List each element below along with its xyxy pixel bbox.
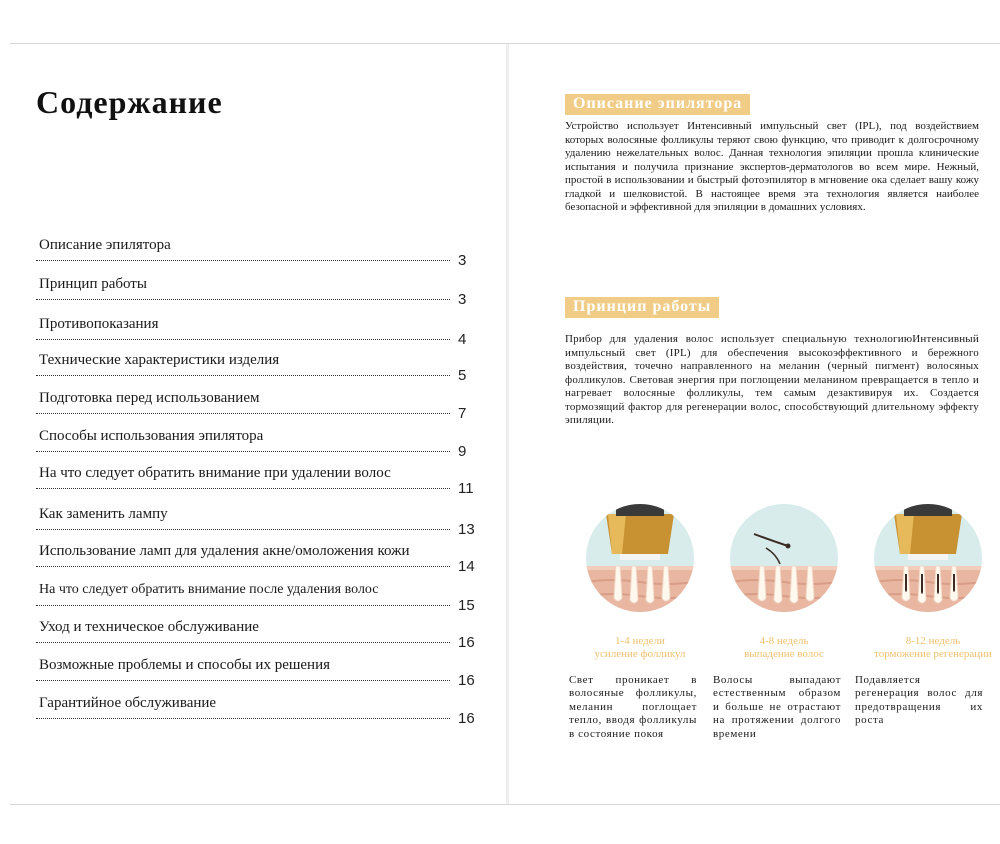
toc-item-label: Технические характеристики изделия	[39, 352, 280, 368]
toc-item[interactable]	[36, 657, 486, 697]
toc-item-label: Подготовка перед использованием	[39, 390, 260, 406]
toc-dot-leader	[36, 451, 450, 452]
toc-item-page: 11	[458, 480, 474, 497]
description-text: Устройство использует Интенсивный импульсный свет (IPL), под воздействием которых волосяные фолликулы теряют свою функцию, что приводит к долгосрочному удалению нежелательных волос. Данная технология эпиляции прошла клинические испытания и получила признание экспертов-дерматологов во всем мире. Нежный, простой в использовании и быстрый фотоэпилятор в мгновение ока сделает вашу кожу гладкой и шелковистой. В настоящее время эта технология является наиболее безопасной и эффективной для эпиляции в домашних условиях.	[565, 120, 979, 213]
hair-falling-skin-icon	[730, 504, 838, 612]
toc-dot-leader	[36, 680, 450, 681]
toc-item-page: 15	[458, 597, 475, 614]
description-heading: Описание эпилятора	[565, 94, 750, 115]
toc-item[interactable]	[36, 390, 486, 430]
toc-dot-leader	[36, 529, 450, 530]
stage-3-period: 8-12 недель	[905, 635, 961, 647]
toc-item[interactable]	[36, 316, 486, 356]
toc-item-label: Описание эпилятора	[39, 237, 171, 253]
toc-dot-leader	[36, 413, 450, 414]
toc-item-page: 13	[458, 521, 475, 538]
toc-item-page: 7	[458, 405, 467, 422]
toc-dot-leader	[36, 299, 450, 300]
toc-item-label: На что следует обратить внимание при удалении волос	[39, 465, 391, 481]
stage-3-title	[853, 635, 1000, 661]
toc-dot-leader	[36, 375, 450, 376]
toc-item-page: 3	[458, 252, 467, 269]
toc-item[interactable]	[36, 465, 486, 505]
toc-item[interactable]	[36, 237, 486, 277]
toc-item-page: 5	[458, 367, 467, 384]
stage-2-period: 4-8 недель	[759, 635, 809, 647]
stage-1-name: усиление фолликул	[594, 648, 686, 660]
toc-item-label: Уход и техническое обслуживание	[39, 619, 259, 635]
toc-item-label: Противопоказания	[39, 316, 159, 332]
toc-item-label: На что следует обратить внимание после удаления волос	[39, 582, 379, 597]
toc-item-label: Использование ламп для удаления акне/омоложения кожи	[39, 543, 410, 559]
toc-title: Содержание	[36, 84, 223, 120]
toc-item-label: Способы использования эпилятора	[39, 428, 264, 444]
toc-dot-leader	[36, 488, 450, 489]
principle-text: Прибор для удаления волос использует специальную технологиюИнтенсивный импульсный свет (IPL) для обеспечения высокоэффективного и бережного воздействия, точечно направленного на меланин (черный пигмент) волосяных фолликулов. Световая энергия при поглощении меланином превращается в тепло и нагревает волосяные фолликулы, тем самым дезактивируя их. Создается тормозящий фактор для регенерации волос, способствующий длительному эффекту эпиляции.	[565, 333, 979, 426]
toc-dot-leader	[36, 339, 450, 340]
stage-1-text: Свет проникает в волосяные фолликулы, меланин поглощает тепло, вводя фолликулы в состояние покоя	[569, 674, 697, 740]
toc-item-label: Гарантийное обслуживание	[39, 695, 217, 711]
toc-item[interactable]	[36, 619, 486, 659]
toc-dot-leader	[36, 566, 450, 567]
ipl-head-follicle-icon	[874, 504, 982, 612]
toc-item-label: Как заменить лампу	[39, 506, 168, 522]
ipl-head-skin-icon	[586, 504, 694, 612]
stage-3-text: Подавляется регенерация волос для предотвращения их роста	[855, 674, 983, 727]
toc-item-page: 3	[458, 291, 467, 308]
toc-item-page: 14	[458, 558, 475, 575]
stage-3-name: торможение регенерации	[874, 648, 992, 660]
toc-item-page: 4	[458, 331, 467, 348]
toc-item-page: 16	[458, 672, 475, 689]
toc-item-page: 9	[458, 443, 467, 460]
toc-item-page: 16	[458, 710, 475, 727]
stage-2-text: Волосы выпадают естественным образом и больше не отрастают на протяжении долгого времени	[713, 674, 841, 740]
content-page	[509, 0, 1000, 844]
toc-item[interactable]	[36, 428, 486, 468]
toc-dot-leader	[36, 605, 450, 606]
toc-item[interactable]	[36, 276, 486, 316]
principle-heading: Принцип работы	[565, 297, 719, 318]
stage-2-title	[709, 635, 859, 661]
toc-item-label: Принцип работы	[39, 276, 147, 292]
toc-dot-leader	[36, 642, 450, 643]
toc-dot-leader	[36, 718, 450, 719]
stage-1-title	[565, 635, 715, 661]
stage-1-period: 1-4 недели	[615, 635, 665, 647]
toc-item[interactable]	[36, 582, 486, 622]
toc-dot-leader	[36, 260, 450, 261]
stage-2-name: выпадение волос	[744, 648, 824, 660]
toc-item[interactable]	[36, 352, 486, 392]
toc-item-label: Возможные проблемы и способы их решения	[39, 657, 331, 673]
toc-item[interactable]	[36, 506, 486, 546]
toc-item-page: 16	[458, 634, 475, 651]
toc-item[interactable]	[36, 543, 486, 583]
toc-item[interactable]	[36, 695, 486, 735]
